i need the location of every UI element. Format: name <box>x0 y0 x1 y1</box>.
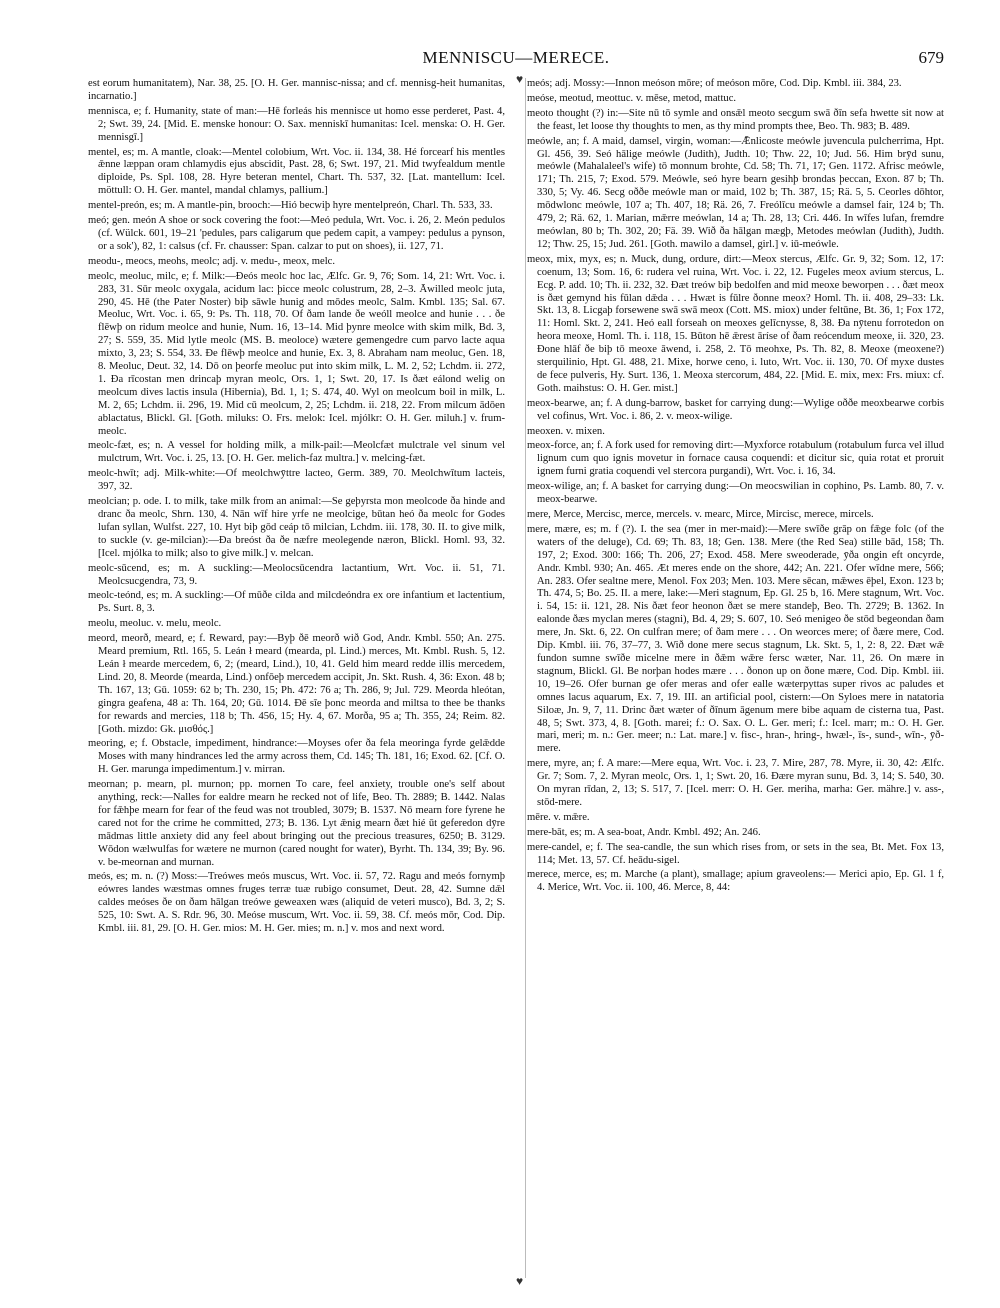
entry: meox-wilige, an; f. A basket for carrying dung:—On meocswilian in cophino, Ps. Lamb. 80, 7. v. meox-bearwe. <box>527 481 944 506</box>
entry: mere-bāt, es; m. A sea-boat, Andr. Kmbl. 492; An. 246. <box>527 826 761 838</box>
columns <box>88 72 944 1288</box>
entry: meoto thought (?) in:—Site nū tō symle and onsǣl meoto secgum swā ðīn sefa hwette sit now at the feast, let loose thy thoughts to men, as thy mind prompts thee, Beo. Th. 983; B. 489. <box>527 107 944 132</box>
entry: meolc-teónd, es; m. A suckling:—Of mūðe cilda and milcdeóndra ex ore infantium et lactentium, Ps. Surt. 8, 3. <box>88 590 505 615</box>
entry: meó; gen. meón A shoe or sock covering the foot:—Meó pedula, Wrt. Voc. i. 26, 2. Meón pedulos (cf. Wülck. 601, 19–21 'pedules, pars caligarum que pedem capit, a vampey: pedulus a pynson, or a sok'), 82, 1: calsus (cf. Fr. chausser: Span. calzar to put on shoes), ii. 127, 71. <box>88 215 505 252</box>
entry: meolu, meoluc. v. melu, meolc. <box>88 618 222 630</box>
entry: meolc-hwīt; adj. Milk-white:—Of meolchwȳttre lacteo, Germ. 389, 70. Meolchwītum lacteis, 397, 32. <box>88 468 505 493</box>
entry: mentel-preón, es; m. A mantle-pin, brooch:—Hió becwiþ hyre mentelpreón, Charl. Th. 533, 33. <box>88 200 493 212</box>
entry: merece, merce, es; m. Marche (a plant), smallage; apium graveolens:— Merici apio, Ep. Gl. 1 f, 4. Merice, Wrt. Voc. ii. 100, 46. Merce, 8, 44: <box>527 869 944 894</box>
entry: meós; adj. Mossy:—Innon meóson mōre; of meóson mōre, Cod. Dip. Kmbl. iii. 384, 23. <box>527 78 902 89</box>
entry: meox-bearwe, an; f. A dung-barrow, basket for carrying dung:—Wylige oððe meoxbearwe corbis vel cofinus, Wrt. Voc. i. 86, 2. v. meox-wilige. <box>527 397 944 422</box>
entry: meoxen. v. mixen. <box>527 425 605 437</box>
entry: mentel, es; m. A mantle, cloak:—Mentel colobium, Wrt. Voc. ii. 134, 38. Hé forcearf his mentles ǣnne læppan oram chlamydis ejus abscidit, Past. 28, 6; Swt. 197, 21. Mid twyfealdum mentle diploide, Ps. Spl. 108, 28. Hyre beteran mentel, Chart. Th. 537, 32. [Lat. mantellum: Icel. möttull: O. H. Ger. mantel, mandal chlamys, pallium.] <box>88 146 505 197</box>
entry: est eorum humanitatem), Nar. 38, 25. [O. H. Ger. mannisc-nissa; and cf. mennisg-heit humanitas, incarnatio.] <box>88 78 505 102</box>
entry: mere, Merce, Mercisc, merce, mercels. v. mearc, Mirce, Mircisc, merece, mircels. <box>527 509 874 520</box>
running-title: MENNISCU—MERECE. <box>422 48 610 67</box>
entry: meolc-fæt, es; n. A vessel for holding milk, a milk-pail:—Meolcfæt mulctrale vel sinum vel mulctrum, Wrt. Voc. i. 25, 13. [O. H. Ger. melich-faz multra.] v. melcing-fæt. <box>88 440 505 465</box>
entry: meord, meorð, meard, e; f. Reward, pay:—Byþ ðē meorð wið God, Andr. Kmbl. 550; An. 275. Meard premium, Rtl. 165, 5. Leán ł meard (mearda, pl. Lind.) merces, Mt. Kmbl. Rush. 5, 12. Leán ł mearde mercedem, 6, 2; (meard, Lind.), 10, 41. Geld him meard redde illis mercedem, Lind. 20, 8. Meorde (mearda, Lind.) onfōeþ mercedem accipit, Jn. Skt. Rush. 4, 36: Exon. 48 b; Th. 167, 13; Gū. 1059: 62 b; Th. 230, 15; Ph. 472: 76 a; Th. 286, 9; Jul. 729. Meorda hleótan, gingra geafena, 48 a: Th. 164, 20; Gū. 1014. Ðē sīe þonc meorda and miltsa to thee be thanks for rewards and mercies, 118 b; Th. 456, 15; Hy. 4, 67. Morða, 95 a; Th. 355, 24; Reim. 82. [Goth. mizdo: Gk. μισθός.] <box>88 633 505 735</box>
entry: meoring, e; f. Obstacle, impediment, hindrance:—Moyses ofer ða fela meoringa fyrde gelǣdde Moses with many hindrances led the army across them, Cd. 145; Th. 181, 16; Exod. 62. [Cf. O. H. Ger. marunga impedimentum.] v. mirran. <box>88 738 505 776</box>
right-column <box>527 78 944 1288</box>
divider-ornament-icon: ♥ <box>516 72 524 86</box>
entry: mere, myre, an; f. A mare:—Mere equa, Wrt. Voc. i. 23, 7. Mire, 287, 78. Myre, ii. 30, 42: Ælfc. Gr. 7; Som. 7, 2. Myran meolc, Ors. 1, 1; Swt. 20, 16. Ðære myran sunu, Bd. 3, 14; S. 540, 30. On myran rīdan, 2, 13; S. 517, 7. [Icel. merr: O. H. Ger. meriha, marha: Ger. mähre.] v. ass-, stōd-mere. <box>527 758 944 808</box>
column-divider <box>525 78 526 1278</box>
entry: mere-candel, e; f. The sea-candle, the sun which rises from, or sets in the sea, Bt. Met. Fox 13, 114; Met. 13, 57. Cf. heādu-sigel. <box>527 841 944 866</box>
entry: meolc-sūcend, es; m. A suckling:—Meolocsūcendra lactantium, Wrt. Voc. ii. 51, 71. Meolcsucgendra, 73, 9. <box>88 562 505 587</box>
entry: mēre. v. mǣre. <box>527 811 590 823</box>
entry: mere, mære, es; m. f (?). I. the sea (mer in mer-maid):—Mere swīðe grāp on fǣge folc (of the waters of the deluge), Cd. 69; Th. 83, 18; Gen. 138. Mere (the Red Sea) stille bād, 158; Th. 197, 2; Exod. 300: 166; Th. 206, 27; Exod. 458. Mere sweoderade, ȳða ongin eft oncyrde, Andr. Kmbl. 930; An. 465. Æt meres ende on the shore, 442; An. 221. Ofer wīdne mere, 566; An. 283. Ofer sealtne mere, Menol. Fox 203; Men. 103. Mere sēcan, mǣwes ēþel, Exon. 123 b; Th. 474, 5; Bo. 25. II. a mere, lake:—Meri stagnum, Ep. Gl. 25 b, 16. Mere stagnum, Wrt. Voc. i. 54, 15: ii. 121, 28. Nis ðæt feor heonon ðæt se mere standeþ, Beo. Th. 2729; B. 1362. In ealonde ðæs myclan meres (stagni), Bd. 4, 29; S. 607, 10. Seó menigeo ðe stōd begeondan ðam mere, Jn. Skt. 6, 22. On culfran mere; of ðam mere . . . On weorces mere; of ðære mere, Cod. Dip. Kmbl. iii. 76, 37–77, 3. Wið done mere secus stagnum, Lk. Skt. 5, 1, 2: 8, 22. Ðæt wǣ fundon sumne swīðe micelne mere in ðǣm wǣre fersc wæter, Nar. 11, 26. On mære in stagnum, Blickl. Gl. Be norþan hodes mære . . . ðonon up on ðone mære, Cod. Dip. Kmbl. iii. 10, 19–26. Ofer burnan ge ofer meras and ofer ealle wæterpyttas super rivos ac paludes et omnes lacus aquarum, Ex. 7, 19. III. an artificial pool, cistern:—On Syloes mere in natatoria Siloæ, Jn. 9, 7, 11. Drinc ðæt wæter of ðīnum āgenum mere bibe aquam de cisterna tua, Past. 48, 5; Swt. 373, 4, 8. [Goth. marei; f.: O. Sax. O. L. Ger. meri; f.: Icel. marr; m.: O. H. Ger. mari, meri; m. n.: Ger. meer; n.: Lat. mare.] v. fisc-, hran-, hring-, hwæl-, īs-, sund-, wīn-, ȳð-mere. <box>527 523 944 755</box>
divider-ornament-icon: ♥ <box>516 1274 524 1288</box>
entry: meox, mix, myx, es; n. Muck, dung, ordure, dirt:—Meox stercus, Ælfc. Gr. 9, 32; Som. 12, 17: coenum, 13; Som. 16, 6: rudera vel ruina, Wrt. Voc. i. 22, 12. Fugeles meox avium stercus, L. Ecg. P. add. 10; Th. ii. 232, 32. Ðæt treów biþ bedolfen and mid meoxe beworpen . . . ðæt meox is ðæt gemynd his fūlan dǣda . . . Hwæt is fūlre ðonne meox? Homl. Th. ii. 408, 29–33: Lk. Skt. 13, 8. Licgaþ forsewene swā swā meox (Cott. MS. miox) under feltūne, Bt. 36, 1; Fox 172, 11: Homl. Skt. 2, 241. Heó eall forseah on meoxes gelīcnysse, 8, 38. Ða nȳtenu forrotedon on heora meoxe, Homl. Th. i. 118, 15. Būton hē ǣrest āríse of ðam reócendum meoxe, ii. 320, 23. Ðone hlāf ðe biþ tō meoxe āwend, i. 258, 2. Tō meohxe, Ps. Th. 82, 8. Meoxe (meoxene?) sterquilinio, Hpt. Gl. 488, 21. Mixe, horwe ceno, i. luto, Wrt. Voc. ii. 130, 70. Of myxe dustes de fece pulveris, Hy. Surt. 136, 1. Meoxa stercorum, 484, 22. [Mid. E. mix, mex: Frs. miux: cf. Goth. maihstus: O. H. Ger. mist.] <box>527 253 944 394</box>
entry: meolc, meoluc, milc, e; f. Milk:—Ðeós meolc hoc lac, Ælfc. Gr. 9, 76; Som. 14, 21: Wrt. Voc. i. 283, 31. Sūr meolc oxygala, acidum lac: þicce meolc colustrum, 28, 2–3. Āwilled meolc juta, 290, 45. Hē (the Pater Noster) biþ sāwle hunig and mōdes meolc, Salm. Kmbl. 135; Sal. 67. Meoluc, Wrt. Voc. i. 65, 9: Ps. Th. 118, 70. Of ðam lande ðe weóll meolce and hunie . . . ðe flēwþ on ridum meolce and hunie, Num. 16, 13–14. Mid þynre meolce with skim milk, Bd. 3, 27; S. 559, 35. Mid lytle meolc (MS. B. meoloce) wætere gemengedre cum parvo lacte aqua mixto, 3, 23; S. 554, 33. Ðe flēwþ meolce and hunie, Ex. 3, 8. Abraham nam meoluc, Gen. 18, 8. Meoluc, Deut. 32, 14. Dō on þeorfe meoluc put into skim milk, L. M. 2, 52; Lchdm. ii. 272, 1. Ða rīcostan men drincaþ myran meolc, Ors. 1, 1; Swt. 20, 17. Is ðæt eálond welig on meolcum dives lactis insula (Hibernia), Bd. 1, 1; S. 474, 40. Wyl on meolcum boil in milk, L. M. 2, 65; Lchdm. ii. 296, 19. Mid cū meolcum, 2, 25; Lchdm. ii. 218, 22. From milcum ādōen ablactatus, Blickl. Gl. [Goth. miluks: O. Frs. melok: Icel. mjólkr: O. H. Ger. miluh.] v. frum-meolc. <box>88 270 505 437</box>
entry: meóse, meotud, meottuc. v. mēse, metod, mattuc. <box>527 92 737 104</box>
entry: meox-force, an; f. A fork used for removing dirt:—Myxforce rotabulum (rotabulum furca vel illud lignum cum quo ignis movetur in fornace causa coquendi: et dicitur sic, quia rotat et proruit ignem furni gratia coquendi vel stercora purgandi), Wrt. Voc. i. 16, 34. <box>527 440 944 478</box>
page-number: 679 <box>918 48 944 67</box>
entry: mennisca, e; f. Humanity, state of man:—Hē forleás his mennisce ut homo esse perderet, Past. 4, 2; Swt. 39, 24. [Mid. E. menske honour: O. Sax. menniskī humanitas: Icel. menska: O. H. Ger. mennisgī.] <box>88 105 505 143</box>
left-column <box>88 78 505 1288</box>
entry: meodu-, meocs, meohs, meolc; adj. v. medu-, meox, melc. <box>88 255 336 267</box>
entry: meolcian; p. ode. I. to milk, take milk from an animal:—Se geþyrsta mon meolcode ða hinde and dranc ða meolc, Shrn. 130, 4. Nān wīf hire yrfe ne meolcige, būtan heó ða meolc for Godes lufan syllan, Wulfst. 227, 10. Hyt biþ gōd ceáp tō milcian, Lchdm. iii. 178, 30. II. to give milk, to suckle (v. ge-milcian):—Ða breóst ða ðe næfre meolegende næron, Blickl. Homl. 93, 32. [Icel. mjólka to milk; also to give milk.] v. melcan. <box>88 496 505 559</box>
entry: meówle, an; f. A maid, damsel, virgin, woman:—Ǣnlicoste meówle juvencula pulcherrima, Hpt. Gl. 456, 39. Seó hālige meówle (Judith), Judth. 10; Thw. 22, 10; Jud. 56. Him brȳd sunu, meówle (Mahalaleel's wife) tō monnum brohte, Cd. 58; Th. 71, 17; Gen. 1172. Afrisc meówle, 171; Th. 215, 7; Exod. 579. Meówle, seó hyre bearn gesihþ brondas þeccan, Exon. 87 b; Th. 330, 5; Vy. 46. Secg oððe meówle man or maid, 102 b; Th. 387, 15; Rä. 5, 5. Ceorles dōhtor, mōdwlonc meówle, 107 a; Th. 407, 18; Rä. 26, 7. Freólīcu meówle a damsel fair, 124 b; Th. 479, 2; Rä. 62, 1. Marian, mǣrre meówlan, 14 a; Th. 28, 13; Cri. 446. In wīfes lufan, fremdre meówlan, 80 b; Th. 302, 20; Fä. 39. Wið ða hālgan mægþ, Metodes meówlan (Judith), Judth. 12; Thw. 25, 15; Jud. 261. [Goth. mawilo a damsel, girl.] v. iū-meówle. <box>527 135 944 250</box>
entry: meornan; p. mearn, pl. murnon; pp. mornen To care, feel anxiety, trouble one's self about anything, reck:—Nalles for ealdre mearn he recked not of life, Beo. Th. 2889; B. 1442. Nalas for fǣhþe mearn for fear of the feud was not troubled, 3079; B. 1537. Nō mearn fore fyrene he cared not for the crime he committed, 273; B. 136. Lyt ǣnig mearn ðæt hié ūt geferedon dȳre mādmas little anxiety did any feel about bringing out the precious treasures, 6250; B. 3129. Wōdon wælwulfas for wætere ne murnon (cared nought for water), Byrht. Th. 134, 39; By. 96. v. be-meornan and murnan. <box>88 779 505 868</box>
entry: meós, es; m. n. (?) Moss:—Treówes meós muscus, Wrt. Voc. ii. 57, 72. Ragu and meós fornymþ eówres landes wæstmas omnes fruges terræ tuæ rubigo consumet, Deut. 28, 42. Sumne dǣl caldes meóses ðe on ðam hālgan treówe geweaxen wæs (aliquid de veteri musco), Bd. 3, 2; S. 525, 10: Swt. A. S. Rdr. 96, 30. Meóse muscum, Wrt. Voc. ii. 59, 38. Cf. meós mōr, Cod. Dip. Kmbl. iii. 81, 29. [O. H. Ger. mios: M. H. Ger. mies; m. n.] v. mos and next word. <box>88 871 505 935</box>
